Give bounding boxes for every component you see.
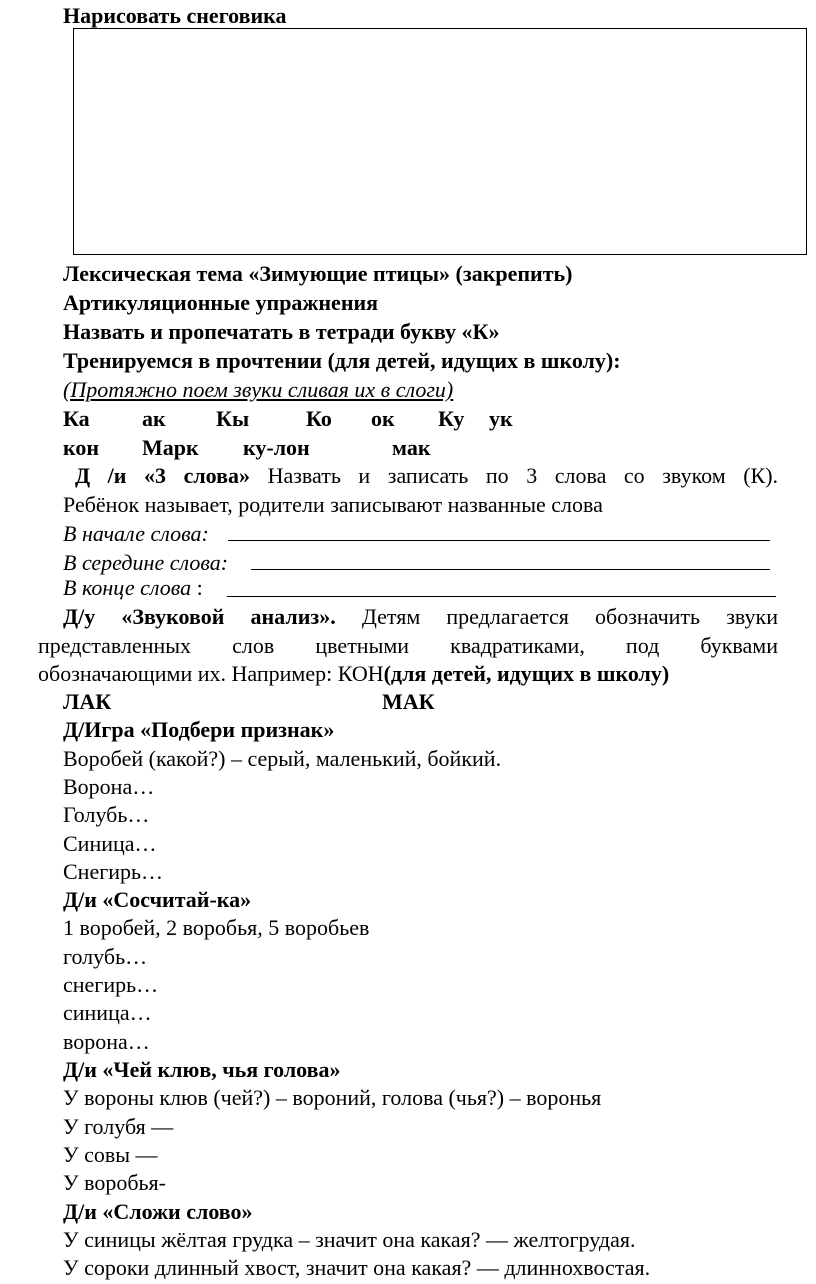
list-item: Голубь… [63, 802, 150, 827]
sound-analysis-title: Д/у «Звуковой анализ». [63, 604, 336, 629]
middle-answer-line[interactable] [251, 569, 770, 570]
sound-analysis-example: обозначающими их. Например: КОН [38, 661, 384, 686]
syllable: Кы [216, 406, 250, 431]
sound-analysis-instruction: Детям предлагается обозначить звуки [361, 604, 778, 629]
count-game-title: Д/и «Сосчитай-ка» [63, 887, 252, 912]
compose-game-title: Д/и «Сложи слово» [63, 1199, 253, 1224]
list-item: ворона… [63, 1029, 150, 1054]
analysis-word-lak: ЛАК [63, 689, 112, 714]
syllable-word: мак [392, 435, 431, 460]
syllable: ак [142, 406, 166, 431]
list-item: У синицы жёлтая грудка – значит она какая? — желтогрудая. [63, 1227, 636, 1252]
beginning-label: В начале слова: [63, 521, 209, 546]
three-words-instruction: Назвать и записать по 3 слова со звуком (К). [267, 463, 779, 488]
list-item: У воробья- [63, 1170, 166, 1195]
syllable: Ко [306, 406, 332, 431]
beginning-answer-line[interactable] [228, 540, 770, 541]
list-item: У сороки длинный хвост, значит она какая? — длиннохвостая. [63, 1255, 651, 1280]
syllable-word: ку-лон [243, 435, 310, 460]
end-label-row [63, 574, 203, 602]
attribute-game-title: Д/Игра «Подбери признак» [63, 717, 335, 742]
letter-task: Назвать и пропечатать в тетради букву «К» [63, 319, 500, 344]
list-item: Снегирь… [63, 859, 164, 884]
reading-training: Тренируемся в прочтении (для детей, идущих в школу): [63, 348, 621, 373]
syllable-word: Марк [142, 435, 199, 460]
list-item: Ворона… [63, 774, 155, 799]
list-item: У голубя — [63, 1114, 174, 1139]
three-words-line2: Ребёнок называет, родители записывают названные слова [63, 492, 603, 517]
end-answer-line[interactable] [227, 596, 776, 597]
end-colon: : [191, 575, 203, 600]
syllable: ок [371, 406, 395, 431]
articulation-heading: Артикуляционные упражнения [63, 290, 379, 315]
list-item: Воробей (какой?) – серый, маленький, бойкий. [63, 746, 502, 771]
sound-analysis-line2: представленных слов цветными квадратиками, под буквами [38, 633, 778, 658]
sound-analysis-note: (для детей, идущих в школу) [383, 661, 670, 686]
syllable: ук [489, 406, 513, 431]
three-words-title: Д /и «3 слова» [75, 463, 251, 488]
drawing-area[interactable] [73, 28, 807, 255]
list-item: У совы — [63, 1142, 158, 1167]
list-item: голубь… [63, 944, 148, 969]
list-item: снегирь… [63, 972, 159, 997]
list-item: 1 воробей, 2 воробья, 5 воробьев [63, 915, 370, 940]
list-item: Синица… [63, 831, 157, 856]
lexical-topic: Лексическая тема «Зимующие птицы» (закрепить) [63, 261, 573, 286]
reading-hint: (Протяжно поем звуки сливая их в слоги) [63, 377, 454, 402]
syllable-word: кон [63, 435, 100, 460]
middle-label: В середине слова: [63, 550, 229, 575]
beak-game-title: Д/и «Чей клюв, чья голова» [63, 1057, 341, 1082]
list-item: У вороны клюв (чей?) – вороний, голова (чья?) – воронья [63, 1085, 602, 1110]
syllable: Ка [63, 406, 90, 431]
list-item: синица… [63, 1000, 152, 1025]
sound-analysis-line1 [38, 603, 778, 631]
syllable: Ку [438, 406, 465, 431]
draw-task-title: Нарисовать снеговика [63, 3, 287, 28]
three-words-line1 [38, 462, 778, 490]
end-label: В конце слова [63, 575, 192, 600]
sound-analysis-line3 [38, 660, 669, 688]
analysis-word-mak: МАК [382, 689, 435, 714]
